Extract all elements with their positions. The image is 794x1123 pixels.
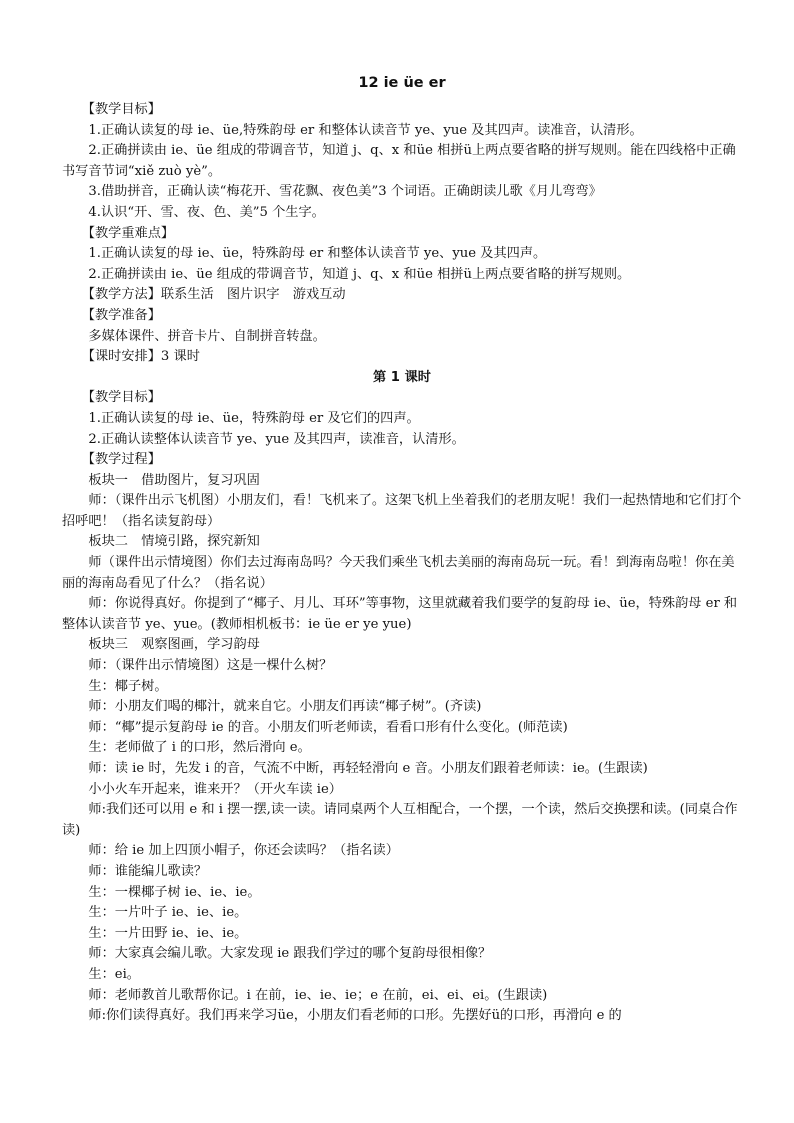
document-page [62, 71, 742, 1027]
paragraph: 师：大家真会编儿歌。大家发现 ie 跟我们学过的哪个复韵母很相像？ [88, 946, 492, 962]
paragraph: 3.借助拼音，正确认读“梅花开、雪花飘、夜色美”3 个词语。正确朗读儿歌《月儿弯弯》 [88, 184, 602, 200]
paragraph: 生：一棵椰子树 ie、ie、ie。 [88, 884, 261, 900]
paragraph: 板块二 情境引路，探究新知 [88, 534, 260, 550]
paragraph: 师:你们读得真好。我们再来学习üe，小朋友们看老师的口形。先摆好ü的口形，再滑向 e 的 [88, 1008, 622, 1024]
paragraph: 多媒体课件、拼音卡片、自制拼音转盘。 [88, 328, 326, 344]
paragraph: 师：（课件出示情境图）这是一棵什么树？ [88, 658, 333, 674]
paragraph: 板块一 借助图片，复习巩固 [88, 472, 260, 488]
paragraph: 2.正确拼读由 ie、üe 组成的带调音节，知道 j、q、x 和üe 相拼ü上两点要省略的拼写规则。 [88, 266, 631, 282]
paragraph: 生：老师做了 i 的口形，然后滑向 e。 [88, 740, 311, 756]
paragraph: 师：读 ie 时，先发 i 的音，气流不中断，再轻轻滑向 e 音。小朋友们跟着老师读：ie。(生跟读) [88, 761, 648, 776]
paragraph: 师：（课件出示飞机图）小朋友们，看！飞机来了。这架飞机上坐着我们的老朋友呢！我们一起热情地和它们打个招呼吧！（指名读复韵母） [62, 493, 742, 529]
paragraph: 生：一片叶子 ie、ie、ie。 [88, 905, 248, 921]
paragraph: 师：谁能编儿歌读？ [88, 863, 208, 879]
section-heading: 【教学过程】 [81, 452, 161, 468]
section-heading: 【课时安排】3 课时 [81, 349, 200, 365]
section-heading: 【教学目标】 [81, 390, 161, 406]
paragraph: 1.正确认读复的母 ie、üe,特殊韵母 er 和整体认读音节 ye、yue 及其四声。读准音，认清形。 [88, 122, 643, 138]
paragraph: 师:我们还可以用 e 和 i 摆一摆,读一读。请同桌两个人互相配合，一个摆，一个读，然后交换摆和读。(同桌合作读) [62, 802, 738, 838]
paragraph: 生：ei。 [88, 966, 140, 982]
section-heading: 【教学重难点】 [81, 225, 175, 241]
paragraph: 2.正确拼读由 ie、üe 组成的带调音节，知道 j、q、x 和üe 相拼ü上两点要省略的拼写规则。能在四线格中正确书写音节词“xiě zuò yè”。 [62, 143, 736, 179]
paragraph: 生：椰子树。 [88, 678, 168, 694]
paragraph: 1.正确认读复的母 ie、üe，特殊韵母 er 及它们的四声。 [88, 410, 420, 426]
paragraph: 小小火车开起来，谁来开？（开火车读 ie） [88, 781, 342, 797]
paragraph: 1.正确认读复的母 ie、üe，特殊韵母 er 和整体认读音节 ye、yue 及其四声。 [88, 246, 547, 262]
paragraph: 生：一片田野 ie、ie、ie。 [88, 925, 248, 941]
paragraph: 师：给 ie 加上四顶小帽子，你还会读吗？（指名读） [88, 843, 399, 859]
section-heading: 【教学目标】 [81, 102, 161, 117]
section-heading: 【教学方法】联系生活 图片识字 游戏互动 [81, 287, 346, 303]
section-subtitle: 第 1 课时 [373, 369, 431, 385]
paragraph: 4.认识“开、雪、夜、色、美”5 个生字。 [88, 204, 325, 220]
document-body [62, 100, 742, 1027]
paragraph: 板块三 观察图画，学习韵母 [88, 637, 260, 653]
paragraph: 师：“椰”提示复韵母 ie 的音。小朋友们听老师读，看看口形有什么变化。(师范读) [88, 719, 568, 735]
paragraph: 师：小朋友们喝的椰汁，就来自它。小朋友们再读“椰子树”。(齐读) [88, 699, 482, 715]
paragraph: 师：你说得真好。你提到了“椰子、月儿、耳环”等事物，这里就藏着我们要学的复韵母 ie、üe，特殊韵母 er 和整体认读音节 ye、yue。(教师相机板书：ie üe er ye yue) [62, 596, 738, 632]
lesson-title: 12 ie üe er [358, 75, 446, 91]
paragraph: 师（课件出示情境图）你们去过海南岛吗？今天我们乘坐飞机去美丽的海南岛玩一玩。看！到海南岛啦！你在美丽的海南岛看见了什么？（指名说） [62, 555, 735, 591]
section-heading: 【教学准备】 [81, 307, 161, 323]
paragraph: 2.正确认读整体认读音节 ye、yue 及其四声，读准音，认清形。 [88, 431, 465, 447]
paragraph: 师：老师教首儿歌帮你记。i 在前，ie、ie、ie；e 在前，ei、ei、ei。(生跟读) [88, 987, 548, 1003]
